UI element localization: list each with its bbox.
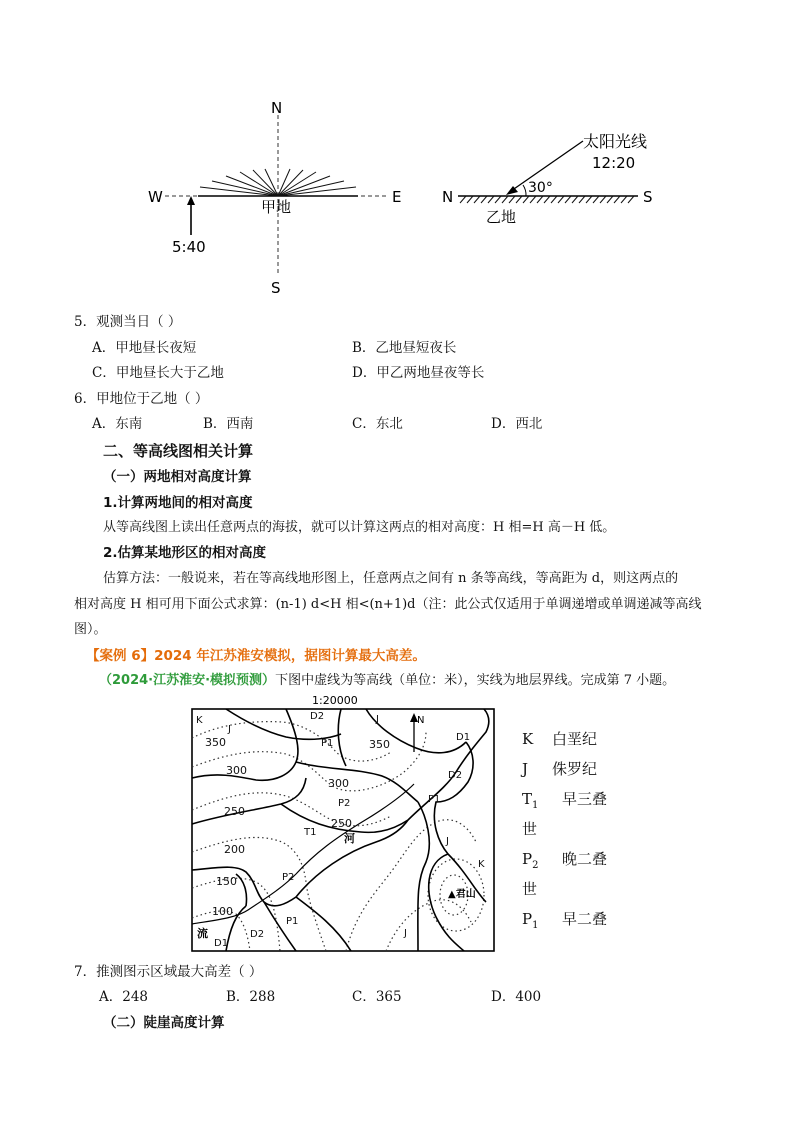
strata-label: D2 [448, 770, 463, 781]
q7-option-a[interactable]: A．248 [99, 989, 149, 1005]
legend-item [522, 728, 607, 758]
legend-code: J [522, 760, 529, 778]
heading-2: 2.估算某地形区的相对高度 [103, 545, 267, 561]
case-intro-line [99, 671, 675, 691]
q5-option-b[interactable]: B．乙地昼短夜长 [352, 340, 457, 356]
q6-option-b[interactable]: B．西南 [203, 416, 254, 432]
contour-label: 250 [224, 805, 245, 818]
map-north: N [417, 715, 425, 726]
sun-diagram [140, 95, 680, 305]
strata-label: D2 [310, 711, 325, 722]
q7-option-c[interactable]: C．365 [352, 989, 402, 1005]
place-b-label: 乙地 [486, 208, 517, 226]
section-title: 二、等高线图相关计算 [103, 442, 254, 460]
q7-option-b[interactable]: B．288 [226, 989, 276, 1005]
place-a-label: 甲地 [261, 198, 292, 216]
legend-name: 白垩纪 [552, 730, 598, 748]
q6-stem: 6．甲地位于乙地（ ） [74, 391, 209, 407]
strata-label: P2 [338, 798, 351, 809]
north-label-b: N [442, 188, 454, 206]
contour-label: 350 [205, 736, 226, 749]
q5-option-d[interactable]: D．甲乙两地昼夜等长 [352, 365, 485, 381]
paragraph-2b: 相对高度 H 相可用下面公式求算：(n-1) d<H 相<(n+1)d（注：此公式仅适用于单调递增或单调递减等高线 [74, 597, 702, 612]
case-intro: 下图中虚线为等高线（单位：米），实线为地层界线。完成第 7 小题。 [275, 673, 676, 688]
time-a-label: 5:40 [172, 238, 206, 256]
river-label-2: 流 [197, 927, 208, 940]
sun-label: 太阳光线 [583, 132, 648, 151]
south-label-b: S [643, 188, 653, 206]
legend-name: 早三叠 [562, 790, 608, 808]
strata-label: J [376, 714, 379, 725]
legend-code: $P_2$ [522, 850, 539, 871]
q6-option-d[interactable]: D．西北 [491, 416, 543, 432]
contour-label: 200 [224, 843, 245, 856]
case-title: 【案例 6】2024 年江苏淮安模拟，据图计算最大高差。 [86, 648, 426, 664]
time-b-label: 12:20 [592, 154, 636, 172]
q5-stem: 5．观测当日（ ） [74, 314, 182, 330]
subsection-title: （一）两地相对高度计算 [103, 469, 252, 485]
strata-label: D1 [456, 732, 471, 743]
legend-code: $P_1$ [522, 910, 539, 931]
strata-label: P2 [282, 872, 295, 883]
legend-item [522, 848, 607, 878]
legend-name: 世 [522, 820, 538, 838]
legend-name: 晚二叠 [562, 850, 608, 868]
legend-item [522, 818, 607, 848]
contour-label: 100 [212, 905, 233, 918]
east-label: E [392, 188, 402, 206]
legend-item [522, 758, 607, 788]
contour-label: 300 [226, 764, 247, 777]
legend-name: 侏罗纪 [552, 760, 598, 778]
q7-stem: 7．推测图示区域最大高差（ ） [74, 964, 263, 980]
case-source: （2024·江苏淮安·模拟预测） [99, 673, 276, 688]
heading-1: 1.计算两地间的相对高度 [103, 495, 253, 511]
peak-label: ▲君山 [448, 889, 476, 900]
strata-label: P1 [286, 916, 299, 927]
strata-label: J [404, 928, 407, 939]
strata-label: T1 [304, 827, 317, 838]
legend [522, 728, 607, 938]
strata-label: D1 [214, 938, 229, 949]
paragraph-2c: 图）。 [74, 622, 107, 637]
north-label: N [271, 99, 283, 117]
legend-item [522, 908, 607, 938]
q6-option-a[interactable]: A．东南 [92, 416, 143, 432]
contour-map [186, 692, 502, 956]
legend-item [522, 788, 607, 818]
legend-item [522, 878, 607, 908]
paragraph-1: 从等高线图上读出任意两点的海拔，就可以计算这两点的相对高度：H 相=H 高－H 低。 [103, 520, 616, 535]
river-label: 河 [344, 832, 355, 845]
contour-label: 250 [331, 817, 352, 830]
strata-label: P1 [321, 738, 334, 749]
contour-label: 150 [216, 875, 237, 888]
strata-label: J [446, 836, 449, 847]
strata-label: J [228, 724, 231, 735]
q6-option-c[interactable]: C．东北 [352, 416, 403, 432]
strata-label: D2 [250, 929, 265, 940]
contour-label: 350 [369, 738, 390, 751]
paragraph-2a: 估算方法：一般说来，若在等高线地形图上，任意两点之间有 n 条等高线，等高距为 d，则这两点的 [103, 571, 679, 586]
legend-code: $T_1$ [522, 790, 539, 811]
q7-option-d[interactable]: D．400 [491, 989, 542, 1005]
map-scale: 1:20000 [312, 694, 358, 707]
q5-option-c[interactable]: C．甲地昼长大于乙地 [92, 365, 224, 381]
strata-label: K [196, 715, 203, 726]
angle-label: 30° [528, 180, 553, 196]
q5-option-a[interactable]: A．甲地昼长夜短 [92, 340, 197, 356]
legend-name: 早二叠 [562, 910, 608, 928]
contour-label: 300 [328, 777, 349, 790]
west-label: W [148, 188, 163, 206]
strata-label: K [478, 859, 485, 870]
strata-label: P1 [428, 794, 441, 805]
legend-code: K [522, 730, 534, 748]
south-label: S [271, 279, 281, 297]
legend-name: 世 [522, 880, 538, 898]
subsection-title-2: （二）陡崖高度计算 [103, 1015, 225, 1031]
